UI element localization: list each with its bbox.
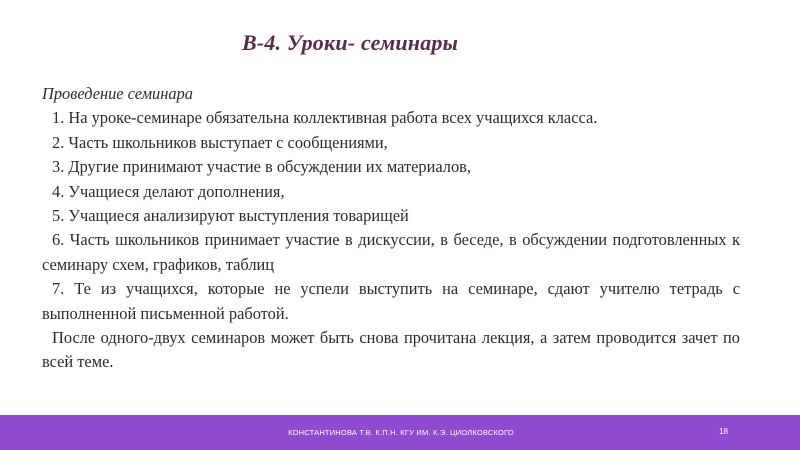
slide-title [0, 30, 800, 56]
slide-title-text: В-4. Уроки- семинары [241, 30, 459, 55]
page-number: 18 [719, 427, 728, 436]
footer-bar [0, 415, 800, 450]
paragraph-6: 6. Часть школьников принимает участие в дискуссии, в беседе, в обсуждении подготовленных к семинару схем, графиков, таблиц [42, 230, 740, 274]
paragraph-2: 2. Часть школьников выступает с сообщениями, [52, 132, 388, 152]
paragraph-5: 5. Учащиеся анализируют выступления товарищей [52, 206, 409, 226]
slide-body [42, 82, 740, 375]
paragraph-8: После одного-двух семинаров может быть снова прочитана лекция, а затем проводится зачет по всей теме. [42, 328, 740, 372]
footer-author-text: КОНСТАНТИНОВА Т.В. К.П.Н. КГУ ИМ. К.Э. ЦИОЛКОВСКОГО [288, 428, 514, 437]
paragraph-7: 7. Те из учащихся, которые не успели выступить на семинаре, сдают учителю тетрадь с выполненной письменной работой. [42, 279, 740, 323]
section-subtitle: Проведение семинара [42, 84, 193, 103]
paragraph-4: 4. Учащиеся делают дополнения, [52, 181, 285, 201]
paragraph-3: 3. Другие принимают участие в обсуждении их материалов, [52, 157, 471, 177]
paragraph-1: 1. На уроке-семинаре обязательна коллективная работа всех учащихся класса. [52, 108, 598, 128]
footer-author [0, 428, 800, 437]
